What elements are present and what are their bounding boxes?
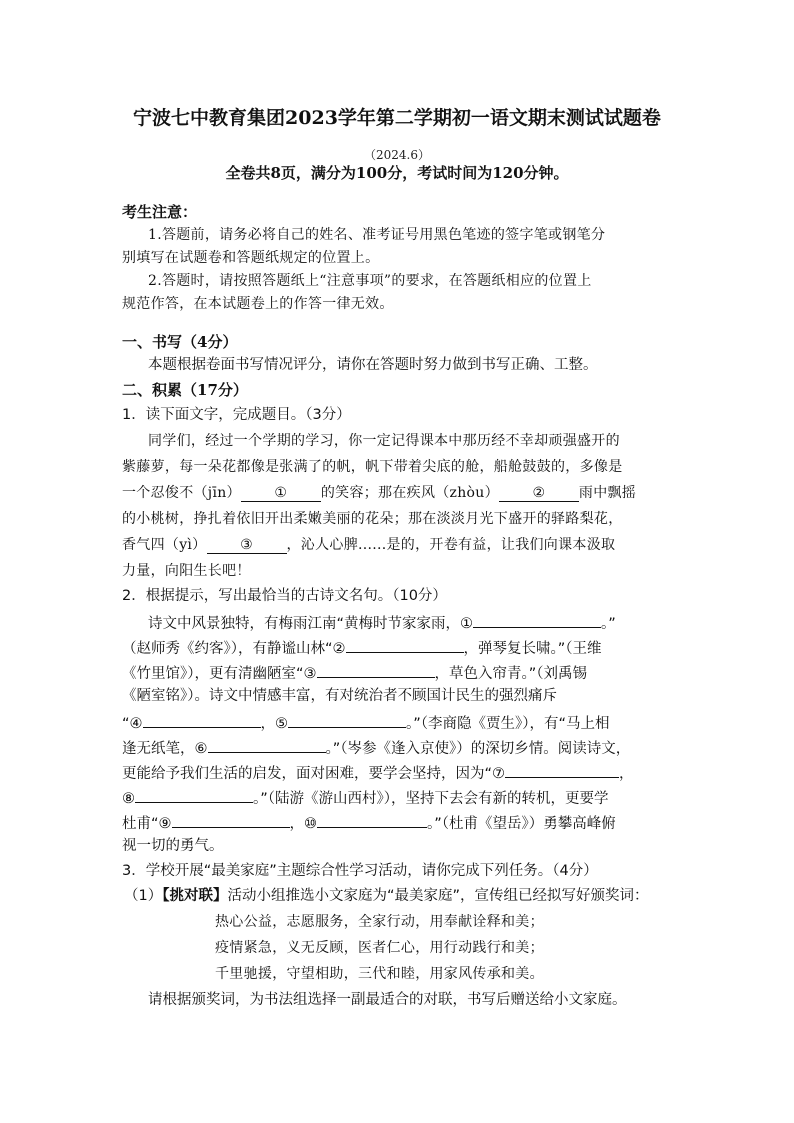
q2-line-7: 更能给予我们生活的启发，面对困难，要学会坚持，因为“⑦ ， (122, 761, 634, 784)
poem-blank-10[interactable] (317, 811, 427, 828)
award-verse-1: 热心公益，志愿服务，全家行动，用奉献诠释和美； (215, 914, 544, 930)
question-3-prompt: 3．学校开展“最美家庭”主题综合性学习活动，请你完成下列任务。（4分） (122, 863, 598, 879)
section-1-text: 本题根据卷面书写情况评分，请你在答题时努力做到书写正确、工整。 (148, 357, 598, 373)
notice-item-1-cont: 别填写在试题卷和答题纸规定的位置上。 (122, 250, 380, 266)
question-2-prompt: 2．根据提示，写出最恰当的古诗文名句。（10分） (122, 588, 447, 604)
q2-line-2: （赵师秀《约客》），有静谧山林“② ，弹琴复长啸。”（王维 (122, 636, 602, 659)
q1-line-1: 同学们，经过一个学期的学习，你一定记得课本中那历经不幸却顽强盛开的 (148, 433, 620, 449)
q1-line-6: 力量，向阳生长吧！ (122, 563, 251, 579)
poem-blank-7[interactable] (505, 761, 619, 778)
award-verse-2: 疫情紧急，义无反顾，医者仁心，用行动践行和美； (215, 940, 544, 956)
poem-blank-3[interactable] (317, 661, 435, 678)
answer-blank-3[interactable]: ③ (207, 537, 287, 554)
q2-line-10: 视一切的勇气。 (122, 838, 224, 854)
q1-line-2: 紫藤萝，每一朵花都像是张满了的帆，帆下带着尖底的舱，船舱鼓鼓的，多像是 (122, 459, 623, 475)
q2-line-6: 逢无纸笔，⑥ 。”（岑参《逢入京使》）的深切乡情。阅读诗文， (122, 736, 630, 759)
exam-title: 宁波七中教育集团2023学年第二学期初一语文期末测试试题卷 (133, 107, 661, 129)
poem-blank-8[interactable] (135, 786, 253, 803)
q2-line-4: 《陋室铭》）。诗文中情感丰富，有对统治者不顾国计民生的强烈痛斥 (122, 688, 557, 704)
q2-line-3: 《竹里馆》），更有清幽陋室“③ ，草色入帘青。”（刘禹锡 (122, 661, 587, 684)
notice-heading: 考生注意： (122, 203, 198, 221)
poem-blank-1[interactable] (473, 611, 601, 628)
exam-date: （2024.6） (364, 148, 430, 162)
poem-blank-6[interactable] (208, 736, 326, 753)
q1-line-3: 一个忍俊不（jīn） ① 的笑容；那在疾风（zhòu） ② 雨中飘摇 (122, 485, 637, 501)
q3-sub-1: （1）【挑对联】活动小组推选小文家庭为“最美家庭”，宣传组已经拟写好颁奖词： (124, 888, 649, 904)
q3-instruction: 请根据颁奖词，为书法组选择一副最适合的对联，书写后赠送给小文家庭。 (148, 992, 627, 1008)
q2-line-5: “④ ，⑤ 。”（李商隐《贾生》），有“马上相 (122, 711, 610, 734)
answer-blank-2[interactable]: ② (499, 485, 579, 502)
q1-line-5: 香气四（yì） ③ ，沁人心脾......是的，开卷有益，让我们向课本汲取 (122, 537, 616, 553)
poem-blank-4[interactable] (143, 711, 261, 728)
poem-blank-5[interactable] (288, 711, 406, 728)
section-2-heading: 二、积累（17分） (122, 381, 248, 399)
notice-item-1: 1.答题前，请务必将自己的姓名、准考证号用黑色笔迹的签字笔或钢笔分 (148, 227, 606, 243)
q2-line-1: 诗文中风景独特，有梅雨江南“黄梅时节家家雨，① 。” (148, 611, 616, 634)
q2-line-9: 杜甫“⑨ ，⑩ 。”（杜甫《望岳》）勇攀高峰俯 (122, 811, 616, 834)
notice-item-2-cont: 规范作答，在本试题卷上的作答一律无效。 (122, 296, 394, 312)
notice-item-2: 2.答题时，请按照答题纸上“注意事项”的要求，在答题纸相应的位置上 (148, 273, 592, 289)
section-1-heading: 一、书写（4分） (122, 333, 238, 351)
award-verse-3: 千里驰援，守望相助，三代和睦，用家风传承和美。 (215, 966, 544, 982)
exam-info: 全卷共8页，满分为100分，考试时间为120分钟。 (225, 164, 569, 182)
q1-line-4: 的小桃树，挣扎着依旧开出柔嫩美丽的花朵；那在淡淡月光下盛开的驿路梨花， (122, 511, 623, 527)
poem-blank-2[interactable] (346, 636, 464, 653)
answer-blank-1[interactable]: ① (241, 485, 321, 502)
question-1-prompt: 1．读下面文字，完成题目。（3分） (122, 407, 351, 423)
poem-blank-9[interactable] (172, 811, 290, 828)
q2-line-8: ⑧ 。”（陆游《游山西村》），坚持下去会有新的转机，更要学 (122, 786, 609, 809)
